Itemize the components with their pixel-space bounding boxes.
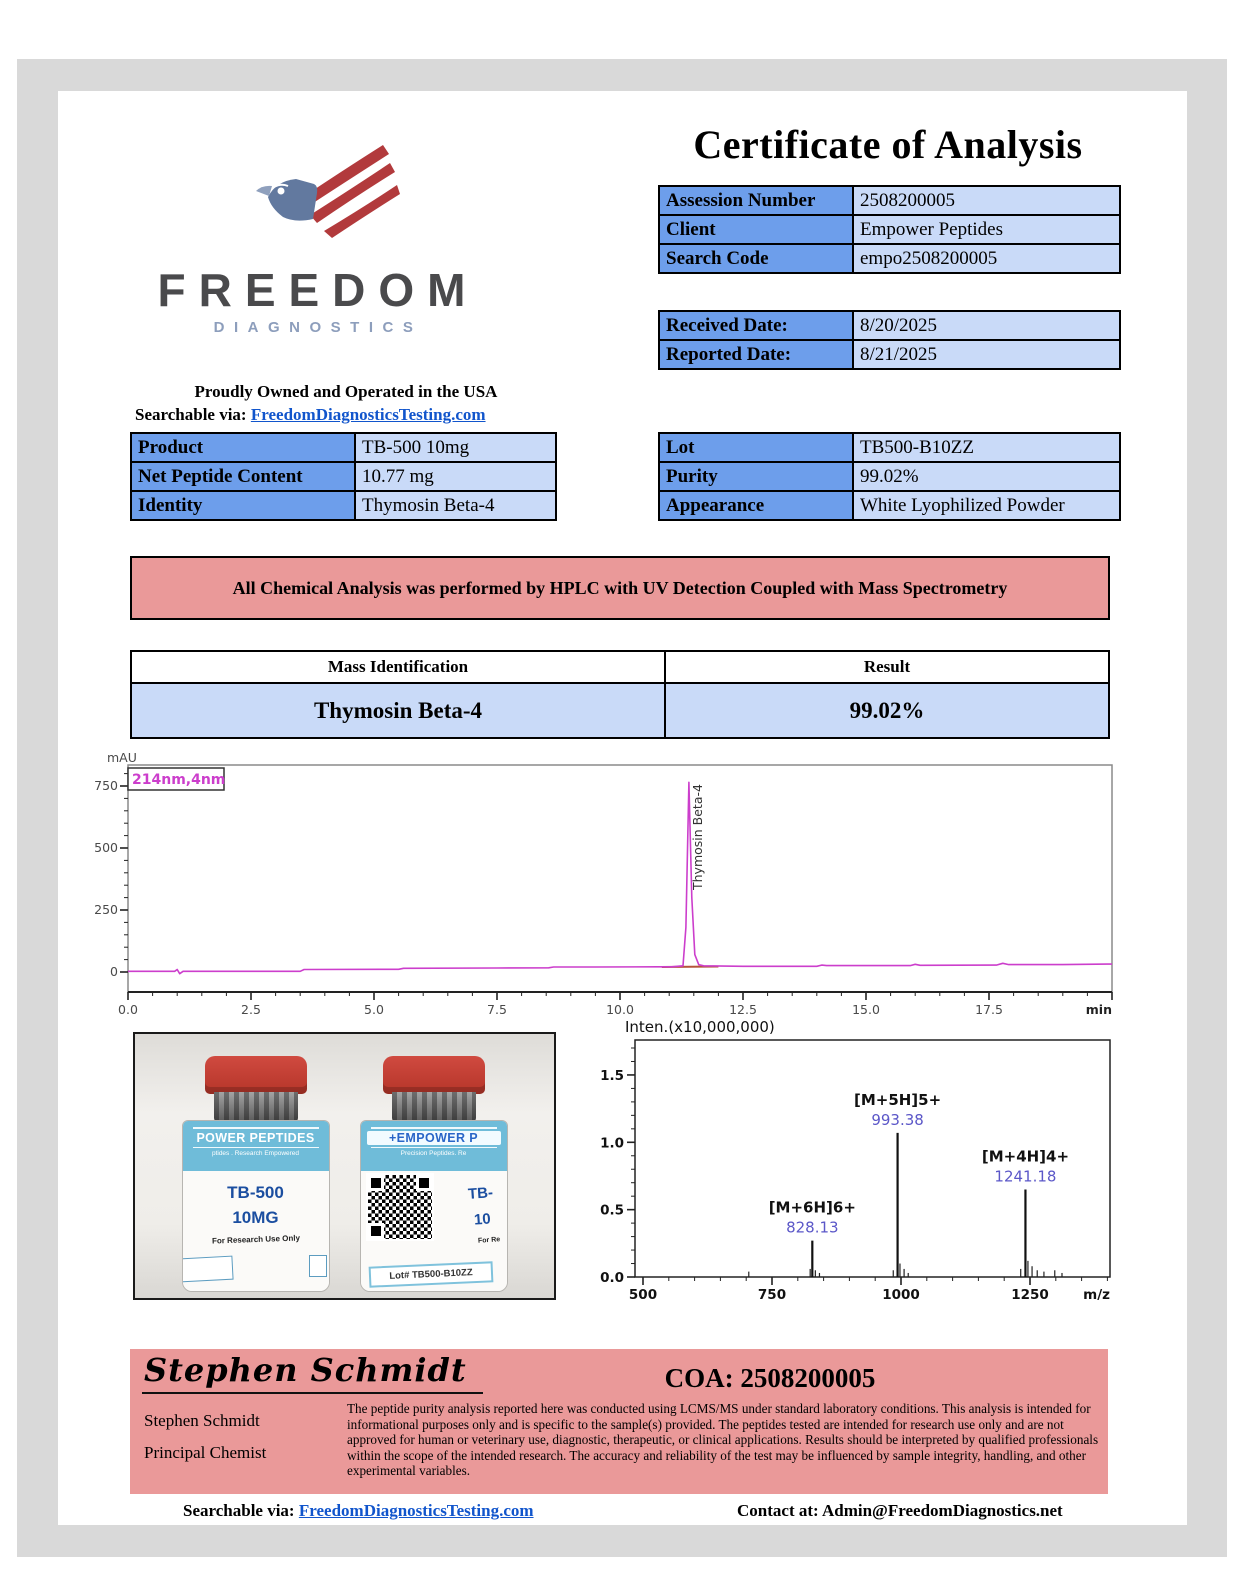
coa-number: COA: 2508200005	[664, 1363, 876, 1393]
vial-collar	[392, 1092, 476, 1122]
search-code-label: Search Code	[659, 244, 853, 273]
mass-identification-header: Mass Identification	[131, 651, 665, 683]
svg-text:214nm,4nm: 214nm,4nm	[132, 772, 226, 788]
mass-spectrum	[570, 1015, 1122, 1315]
accession-value: 2508200005	[853, 186, 1120, 215]
accession-label: Assession Number	[659, 186, 853, 215]
page-title: Certificate of Analysis	[693, 122, 1083, 167]
svg-text:500: 500	[94, 840, 118, 855]
svg-text:7.5: 7.5	[487, 1002, 507, 1017]
svg-text:[M+4H]4+: [M+4H]4+	[981, 1147, 1070, 1166]
vial-front	[180, 1056, 332, 1298]
product-photo	[133, 1032, 556, 1300]
footer-searchable-label: Searchable via:	[183, 1501, 295, 1520]
identification-result: Thymosin Beta-4	[131, 683, 665, 738]
eagle-logo-icon	[250, 143, 400, 245]
searchable-via-link[interactable]: FreedomDiagnosticsTesting.com	[250, 405, 486, 424]
vial-research-note-partial: For Re	[478, 1236, 501, 1245]
svg-text:1.0: 1.0	[600, 1135, 624, 1152]
dates-table	[658, 310, 1121, 370]
purity-label: Purity	[659, 462, 853, 491]
vial-product-name-partial: TB-	[466, 1184, 494, 1203]
searchable-via-label: Searchable via:	[135, 405, 247, 424]
svg-text:[M+6H]6+: [M+6H]6+	[768, 1198, 856, 1217]
vial-label	[361, 1171, 507, 1291]
footer-searchable-link[interactable]: FreedomDiagnosticsTesting.com	[298, 1501, 534, 1520]
result-header: Result	[665, 651, 1109, 683]
svg-text:5.0: 5.0	[364, 1002, 384, 1017]
disclaimer-text: The peptide purity analysis reported here was conducted using LCMS/MS under standard laboratory conditions. This analysis is intended for informational purposes only and is specific to the sample(s) provided. The peptides tested are intended for research use only and are not approved for human or veterinary use, diagnostic, therapeutic, or clinical applications. Results should be interpreted by qualified professionals within the scope of the intended research. The accuracy and reliability of the test may be influenced by sample integrity, handling, and other experimental variables.	[347, 1401, 1099, 1479]
vial-back	[358, 1056, 510, 1298]
vial-body	[360, 1120, 508, 1292]
signature-block	[130, 1349, 1108, 1494]
svg-text:1241.18: 1241.18	[994, 1167, 1057, 1186]
svg-text:750: 750	[757, 1287, 787, 1303]
product-table	[130, 432, 557, 521]
purity-value: 99.02%	[853, 462, 1120, 491]
lot-table	[658, 432, 1121, 521]
vial-label-band	[183, 1121, 329, 1171]
search-code-value: empo2508200005	[853, 244, 1120, 273]
footer-searchable-line	[183, 1501, 534, 1521]
svg-text:0.0: 0.0	[118, 1002, 138, 1017]
vial-body	[182, 1120, 330, 1292]
logo-wordmark: FREEDOM	[157, 264, 479, 316]
vial-volume-box	[309, 1255, 327, 1277]
vial-research-note: For Research Use Only	[211, 1233, 300, 1246]
vial-lot-box-partial	[182, 1256, 234, 1283]
chemist-name: Stephen Schmidt	[144, 1411, 260, 1430]
qr-code	[368, 1175, 432, 1239]
svg-text:1.5: 1.5	[600, 1067, 624, 1084]
svg-text:mAU: mAU	[107, 750, 137, 765]
vial-collar	[214, 1092, 298, 1122]
purity-result: 99.02%	[665, 683, 1109, 738]
vial-dose: 10MG	[232, 1208, 279, 1227]
vial-product-name: TB-500	[227, 1183, 284, 1202]
chemist-title: Principal Chemist	[144, 1443, 267, 1462]
vial-cap	[205, 1056, 307, 1094]
svg-text:1250: 1250	[1011, 1287, 1049, 1303]
svg-text:0: 0	[110, 964, 118, 979]
method-banner: All Chemical Analysis was performed by HPLC with UV Detection Coupled with Mass Spectrometry	[130, 556, 1110, 620]
svg-text:Thymosin Beta-4: Thymosin Beta-4	[689, 784, 705, 890]
svg-text:0.0: 0.0	[600, 1270, 624, 1286]
vial-tagline: Precision Peptides. Re	[400, 1150, 467, 1157]
vial-dose-partial: 10	[473, 1210, 492, 1229]
accession-table	[658, 185, 1121, 274]
identity-label: Identity	[131, 491, 355, 520]
vial-tagline: ptides . Research Empowered	[211, 1150, 300, 1157]
svg-text:750: 750	[94, 778, 118, 793]
vial-brand: +EMPOWER P	[367, 1131, 501, 1145]
svg-text:m/z: m/z	[1083, 1287, 1110, 1303]
svg-text:15.0: 15.0	[852, 1002, 880, 1017]
product-value: TB-500 10mg	[355, 433, 556, 462]
hplc-chromatogram	[94, 750, 1117, 1030]
net-peptide-label: Net Peptide Content	[131, 462, 355, 491]
net-peptide-value: 10.77 mg	[355, 462, 556, 491]
svg-text:Inten.(x10,000,000): Inten.(x10,000,000)	[625, 1018, 775, 1036]
identity-value: Thymosin Beta-4	[355, 491, 556, 520]
logo-subtitle: DIAGNOSTICS	[213, 319, 423, 336]
svg-text:10.0: 10.0	[606, 1002, 634, 1017]
svg-text:min: min	[1085, 1002, 1112, 1017]
svg-text:12.5: 12.5	[729, 1002, 757, 1017]
svg-text:0.5: 0.5	[600, 1202, 624, 1219]
svg-text:2.5: 2.5	[241, 1002, 261, 1017]
svg-text:993.38: 993.38	[871, 1110, 924, 1129]
appearance-value: White Lyophilized Powder	[853, 491, 1120, 520]
product-label: Product	[131, 433, 355, 462]
svg-text:500: 500	[628, 1287, 658, 1303]
vial-cap	[383, 1056, 485, 1094]
footer-contact: Contact at: Admin@FreedomDiagnostics.net	[737, 1501, 1063, 1520]
vial-label	[183, 1171, 329, 1291]
vial-label-band	[361, 1121, 507, 1171]
client-value: Empower Peptides	[853, 215, 1120, 244]
received-date-label: Received Date:	[659, 311, 853, 340]
svg-text:17.5: 17.5	[975, 1002, 1003, 1017]
svg-text:[M+5H]5+: [M+5H]5+	[853, 1090, 942, 1109]
lot-value: TB500-B10ZZ	[853, 433, 1120, 462]
svg-text:1000: 1000	[882, 1287, 920, 1303]
vial-lot-number: Lot# TB500-B10ZZ	[368, 1261, 493, 1287]
lot-label: Lot	[659, 433, 853, 462]
result-table	[130, 650, 1110, 739]
client-label: Client	[659, 215, 853, 244]
vial-brand: POWER PEPTIDES	[196, 1130, 315, 1145]
reported-date-label: Reported Date:	[659, 340, 853, 369]
usa-tagline: Proudly Owned and Operated in the USA	[194, 382, 498, 401]
searchable-via-line	[135, 405, 486, 425]
signature-script: Stephen Schmidt	[142, 1351, 483, 1394]
received-date-value: 8/20/2025	[853, 311, 1120, 340]
svg-text:250: 250	[94, 902, 118, 917]
svg-text:828.13: 828.13	[786, 1218, 839, 1237]
certificate-page	[58, 91, 1187, 1525]
appearance-label: Appearance	[659, 491, 853, 520]
reported-date-value: 8/21/2025	[853, 340, 1120, 369]
